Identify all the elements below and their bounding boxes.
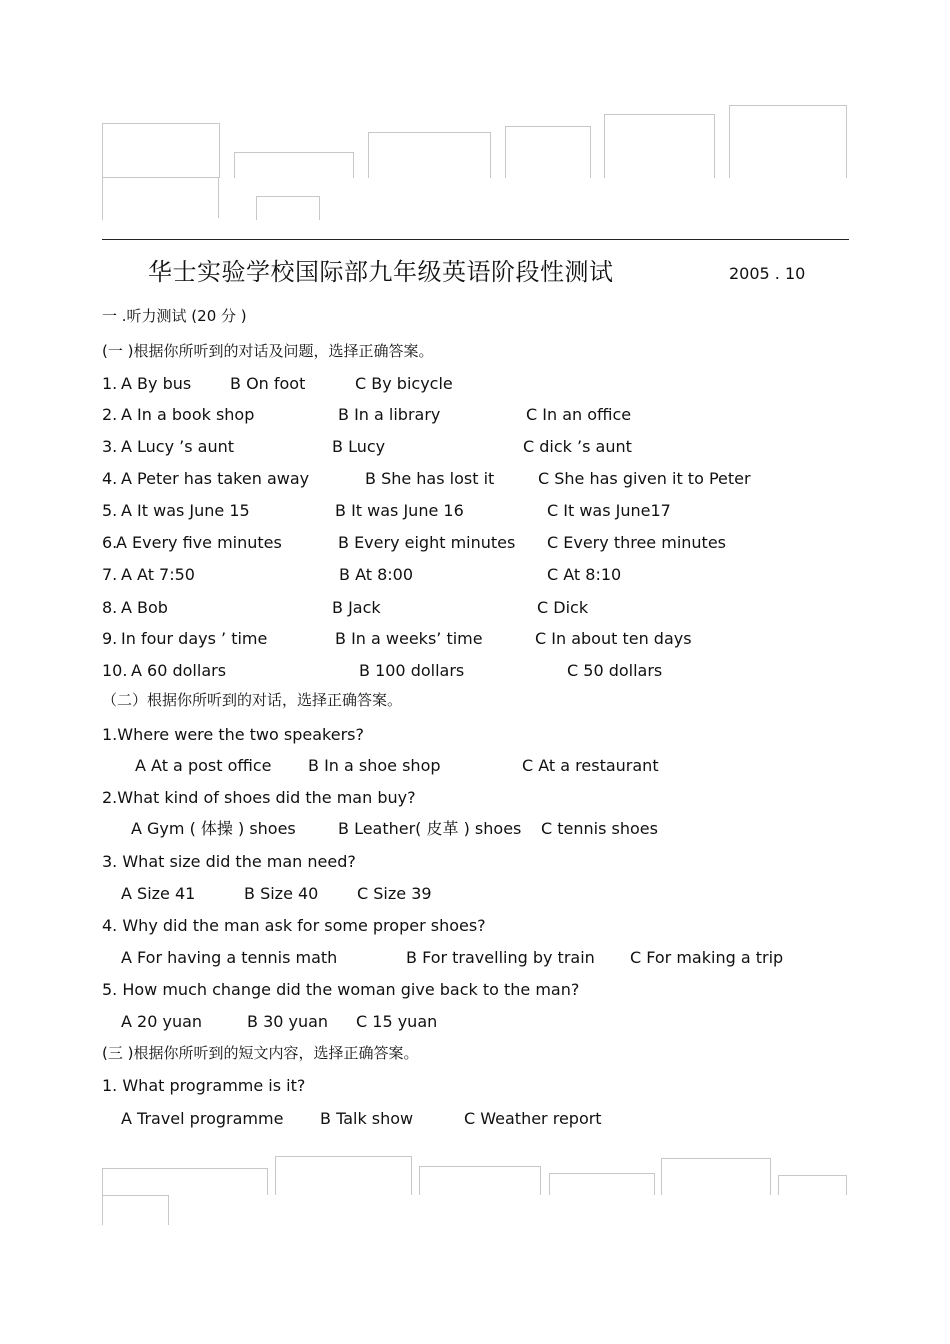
option-a: A Gym ( 体操 ) shoes [131,819,296,838]
header-box-edge [218,178,219,218]
section-heading: （二）根据你所听到的对话，选择正确答案。 [102,691,403,709]
question-text: 4. Why did the man ask for some proper shoes? [102,916,486,935]
option-a: A In a book shop [121,405,255,424]
option-a: A By bus [121,374,192,393]
option-b: B She has lost it [365,469,495,488]
footer-box [102,1195,169,1225]
option-a: A At a post office [135,756,272,775]
option-c: C Weather report [464,1109,602,1128]
item-number: 2. [102,405,118,424]
section-heading: (三 )根据你所听到的短文内容，选择正确答案。 [102,1044,419,1062]
option-a: A 20 yuan [121,1012,203,1031]
option-b: B 100 dollars [359,661,465,680]
part-heading: 一 .听力测试 (20 分 ) [102,307,247,325]
exam-date: 2005 . 10 [729,264,806,283]
option-c: C Every three minutes [547,533,726,552]
option-b: B In a library [338,405,441,424]
option-a: A Lucy ’s aunt [121,437,235,456]
header-box [604,114,715,178]
header-box-edge [102,178,103,220]
footer-box [661,1158,771,1195]
header-box [102,123,220,178]
item-number: 3. [102,437,118,456]
option-a: A It was June 15 [121,501,250,520]
header-box [234,152,354,178]
option-c: C In an office [526,405,632,424]
option-b: B At 8:00 [339,565,414,584]
header-box [505,126,591,178]
header-box [729,105,847,178]
option-a: A For having a tennis math [121,948,338,967]
option-c: C It was June17 [547,501,671,520]
option-a: A Travel programme [121,1109,284,1128]
option-a: In four days ’ time [121,629,268,648]
footer-box [419,1166,541,1195]
option-b: B Talk show [320,1109,414,1128]
page-title: 华士实验学校国际部九年级英语阶段性测试 [148,258,614,286]
option-c: C Dick [537,598,589,617]
footer-box [549,1173,655,1195]
question-text: 1. What programme is it? [102,1076,306,1095]
footer-box [275,1156,412,1195]
option-b: B In a shoe shop [308,756,441,775]
option-a: A Every five minutes [116,533,282,552]
option-a: A Bob [121,598,168,617]
option-a: A 60 dollars [131,661,227,680]
option-c: C Size 39 [357,884,432,903]
item-number: 1. [102,374,118,393]
option-b: B On foot [230,374,306,393]
option-c: C By bicycle [355,374,453,393]
option-c: C dick ’s aunt [523,437,632,456]
section-heading: (一 )根据你所听到的对话及问题，选择正确答案。 [102,342,434,360]
item-number: 5. [102,501,118,520]
item-number: 9. [102,629,118,648]
option-b: B In a weeks’ time [335,629,483,648]
question-text: 5. How much change did the woman give back to the man? [102,980,580,999]
option-b: B 30 yuan [247,1012,329,1031]
header-rule [102,239,849,240]
item-number: 10. [102,661,128,680]
footer-box [102,1168,268,1195]
option-b: B Every eight minutes [338,533,516,552]
option-c: C She has given it to Peter [538,469,751,488]
item-number: 6. [102,533,118,552]
question-text: 1.Where were the two speakers? [102,725,364,744]
option-c: C In about ten days [535,629,692,648]
option-b: B It was June 16 [335,501,464,520]
header-box [368,132,491,178]
option-a: A Peter has taken away [121,469,310,488]
option-b: B Leather( 皮革 ) shoes [338,819,522,838]
option-c: C At 8:10 [547,565,622,584]
question-text: 2.What kind of shoes did the man buy? [102,788,416,807]
option-c: C tennis shoes [541,819,658,838]
option-a: A Size 41 [121,884,196,903]
item-number: 4. [102,469,118,488]
option-c: C 15 yuan [356,1012,438,1031]
item-number: 8. [102,598,118,617]
option-b: B For travelling by train [406,948,595,967]
option-c: C For making a trip [630,948,784,967]
option-c: C At a restaurant [522,756,659,775]
option-c: C 50 dollars [567,661,663,680]
option-b: B Size 40 [244,884,319,903]
question-text: 3. What size did the man need? [102,852,356,871]
item-number: 7. [102,565,118,584]
header-box [256,196,320,220]
option-b: B Lucy [332,437,386,456]
option-b: B Jack [332,598,381,617]
footer-box [778,1175,847,1195]
option-a: A At 7:50 [121,565,195,584]
